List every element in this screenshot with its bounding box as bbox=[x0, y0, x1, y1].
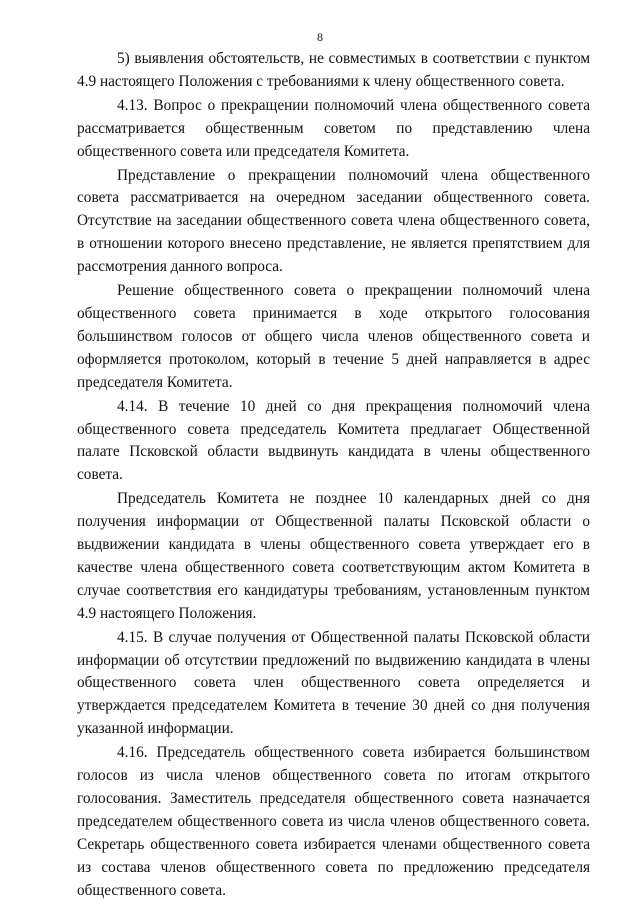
paragraph-4-14: 4.14. В течение 10 дней со дня прекращения полномочий члена общественного совета председатель Комитета предлагает Общественной палате Псковской области выдвинуть кандидата в члены общественного совета. bbox=[77, 397, 590, 484]
paragraph-4-15: 4.15. В случае получения от Общественной палаты Псковской области информации об отсутствии предложений по выдвижению кандидата в члены общественного совета член общественного совета определяется и утверждается председателем Комитета в течение 30 дней со дня получения указанной информации. bbox=[77, 628, 590, 738]
paragraph-clause-5: 5) выявления обстоятельств, не совместимых в соответствии с пунктом 4.9 настоящего Положения с требованиями к члену общественного совета. bbox=[77, 50, 590, 90]
paragraph-4-14-approval: Председатель Комитета не позднее 10 календарных дней со дня получения информации от Общественной палаты Псковской области о выдвижении кандидата в члены общественного совета утверждает его в качестве члена общественного совета соответствующим актом Комитета в случае соответствия его кандидатуры требованиям, установленным пунктом 4.9 настоящего Положения. bbox=[77, 490, 590, 622]
page-number: 8 bbox=[317, 30, 323, 44]
paragraph-4-13: 4.13. Вопрос о прекращении полномочий члена общественного совета рассматривается общественным советом по представлению члена общественного совета или председателя Комитета. bbox=[77, 96, 590, 160]
paragraph-4-13-decision: Решение общественного совета о прекращении полномочий члена общественного совета принимается в ходе открытого голосования большинством голосов от общего числа членов общественного совета и оформляется протоколом, который в течение 5 дней направляется в адрес председателя Комитета. bbox=[77, 282, 590, 391]
paragraph-4-16: 4.16. Председатель общественного совета избирается большинством голосов из числа членов общественного совета по итогам открытого голосования. Заместитель председателя общественного совета назначается председателем общественного совета из числа членов общественного совета. Секретарь общественного совета избирается членами общественного совета из состава членов общественного совета по предложению председателя общественного совета. bbox=[77, 744, 590, 899]
document-body bbox=[77, 48, 590, 903]
paragraph-4-13-submission: Представление о прекращении полномочий члена общественного совета рассматривается на очередном заседании общественного совета. Отсутствие на заседании общественного совета члена общественного совета, в отношении которого внесено представление, не является препятствием для рассмотрения данного вопроса. bbox=[77, 166, 590, 276]
